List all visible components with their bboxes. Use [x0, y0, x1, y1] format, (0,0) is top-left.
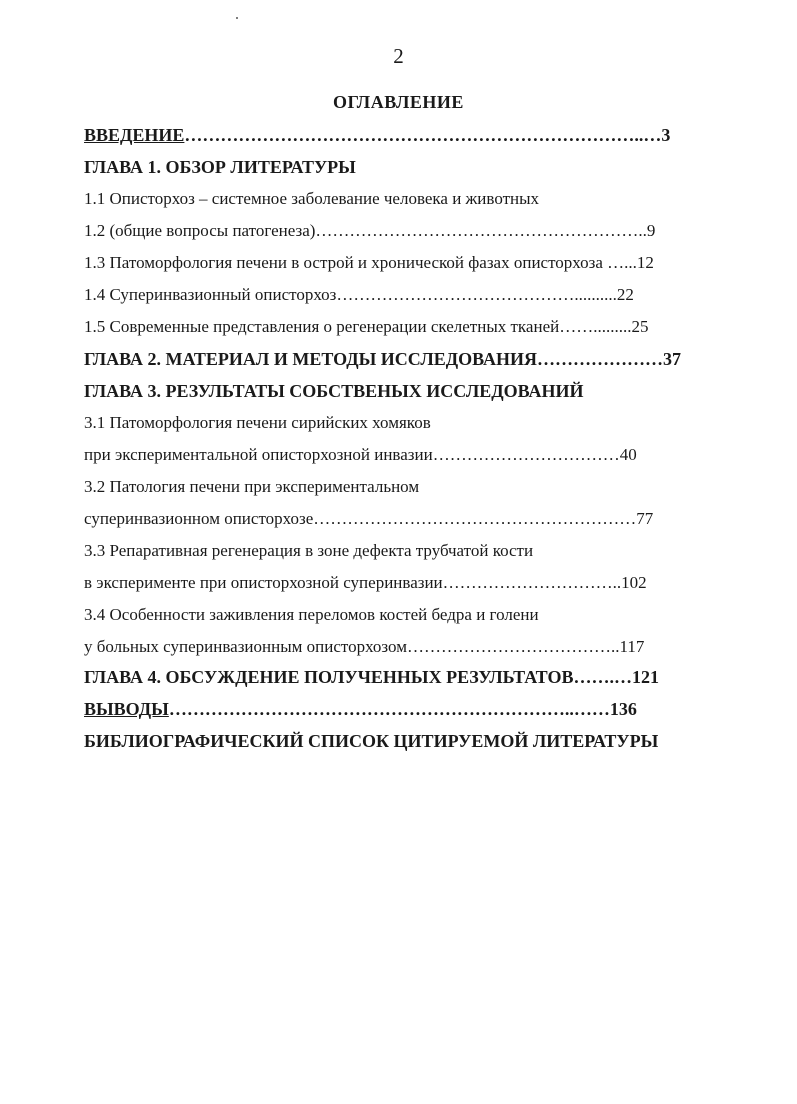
entry-label: 3.3 Репаративная регенерация в зоне дефекта трубчатой кости: [84, 541, 534, 560]
entry-label: ГЛАВА 3. РЕЗУЛЬТАТЫ СОБСТВЕНЫХ ИССЛЕДОВАНИЙ: [84, 381, 584, 401]
toc-entry-3-3[interactable]: [84, 540, 533, 562]
entry-label: в эксперименте при описторхозной суперинвазии: [84, 573, 443, 592]
entry-label: БИБЛИОГРАФИЧЕСКИЙ СПИСОК ЦИТИРУЕМОЙ ЛИТЕРАТУРЫ: [84, 731, 659, 751]
entry-label: ГЛАВА 1. ОБЗОР ЛИТЕРАТУРЫ: [84, 157, 356, 177]
entry-page: 25: [631, 317, 649, 336]
entry-page: 117: [619, 637, 645, 656]
toc-title: ОГЛАВЛЕНИЕ: [333, 92, 464, 112]
toc-entry-3-4-cont[interactable]: [84, 636, 644, 658]
entry-label: ГЛАВА 4. ОБСУЖДЕНИЕ ПОЛУЧЕННЫХ РЕЗУЛЬТАТОВ: [84, 667, 574, 687]
toc-entry-3-2-cont[interactable]: [84, 508, 653, 530]
entry-label: ВВЕДЕНИЕ: [84, 125, 185, 145]
entry-label: при экспериментальной описторхозной инвазии: [84, 445, 433, 464]
toc-entry-chapter-3[interactable]: [84, 380, 584, 402]
entry-label: 1.3 Патоморфология печени в острой и хронической фазах описторхоза: [84, 253, 603, 272]
toc-entry-1-5[interactable]: [84, 316, 648, 338]
toc-entry-chapter-1[interactable]: [84, 156, 356, 178]
entry-page: 40: [619, 445, 637, 464]
entry-leader: …………………………………………………: [313, 509, 637, 528]
toc-entry-3-1-cont[interactable]: [84, 444, 637, 466]
entry-page: 12: [636, 253, 654, 272]
entry-leader: ……………………………: [432, 445, 620, 464]
entry-page: 22: [616, 285, 634, 304]
toc-entry-introduction[interactable]: [84, 124, 670, 146]
entry-page: 9: [646, 221, 656, 240]
entry-leader: …………………: [537, 349, 663, 369]
toc-entry-1-3[interactable]: [84, 252, 654, 274]
entry-leader: ……………………………………..........: [336, 285, 617, 304]
entry-leader: …………………………………………………..: [315, 221, 647, 240]
entry-label: 1.2 (общие вопросы патогенеза): [84, 221, 316, 240]
toc-entry-chapter-4[interactable]: [84, 666, 659, 688]
entry-leader: …………………………..: [442, 573, 622, 592]
entry-label: 1.5 Современные представления о регенерации скелетных тканей: [84, 317, 560, 336]
entry-leader: …...: [602, 253, 637, 272]
entry-page: 77: [636, 509, 654, 528]
toc-entry-chapter-2[interactable]: [84, 348, 681, 370]
entry-page: 121: [631, 667, 659, 687]
entry-label: 3.2 Патология печени при экспериментальном: [84, 477, 420, 496]
entry-label: 3.1 Патоморфология печени сирийских хомяков: [84, 413, 431, 432]
entry-label: 3.4 Особенности заживления переломов костей бедра и голени: [84, 605, 539, 624]
entry-label: 1.4 Суперинвазионный описторхоз: [84, 285, 337, 304]
entry-label: суперинвазионном описторхозе: [84, 509, 314, 528]
toc-entry-conclusions[interactable]: [84, 698, 637, 720]
toc-entry-3-2[interactable]: [84, 476, 419, 498]
entry-leader: ………………………………..: [406, 637, 620, 656]
toc-entry-1-4[interactable]: [84, 284, 634, 306]
entry-label: у больных суперинвазионным описторхозом: [84, 637, 407, 656]
toc-entry-3-1[interactable]: [84, 412, 431, 434]
entry-page: 37: [663, 349, 681, 369]
entry-leader: …………………………………………………………..……: [168, 699, 610, 719]
toc-entry-3-3-cont[interactable]: [84, 572, 647, 594]
entry-label: 1.1 Описторхоз – системное заболевание человека и животных: [84, 189, 540, 208]
entry-leader: …………………………………………………………………..…: [184, 125, 662, 145]
entry-page: 3: [661, 125, 671, 145]
entry-leader: …….........: [559, 317, 632, 336]
entry-label: ГЛАВА 2. МАТЕРИАЛ И МЕТОДЫ ИССЛЕДОВАНИЯ: [84, 349, 537, 369]
toc-entry-3-4[interactable]: [84, 604, 539, 626]
toc-entry-bibliography[interactable]: [84, 730, 658, 752]
entry-page: 102: [621, 573, 647, 592]
scan-speck: [236, 17, 238, 19]
entry-label: ВЫВОДЫ: [84, 699, 169, 719]
entry-leader: …….…: [573, 667, 632, 687]
toc-entry-1-2[interactable]: [84, 220, 655, 242]
entry-page: 136: [609, 699, 637, 719]
page-number: 2: [393, 44, 404, 68]
toc-entry-1-1[interactable]: [84, 188, 539, 210]
